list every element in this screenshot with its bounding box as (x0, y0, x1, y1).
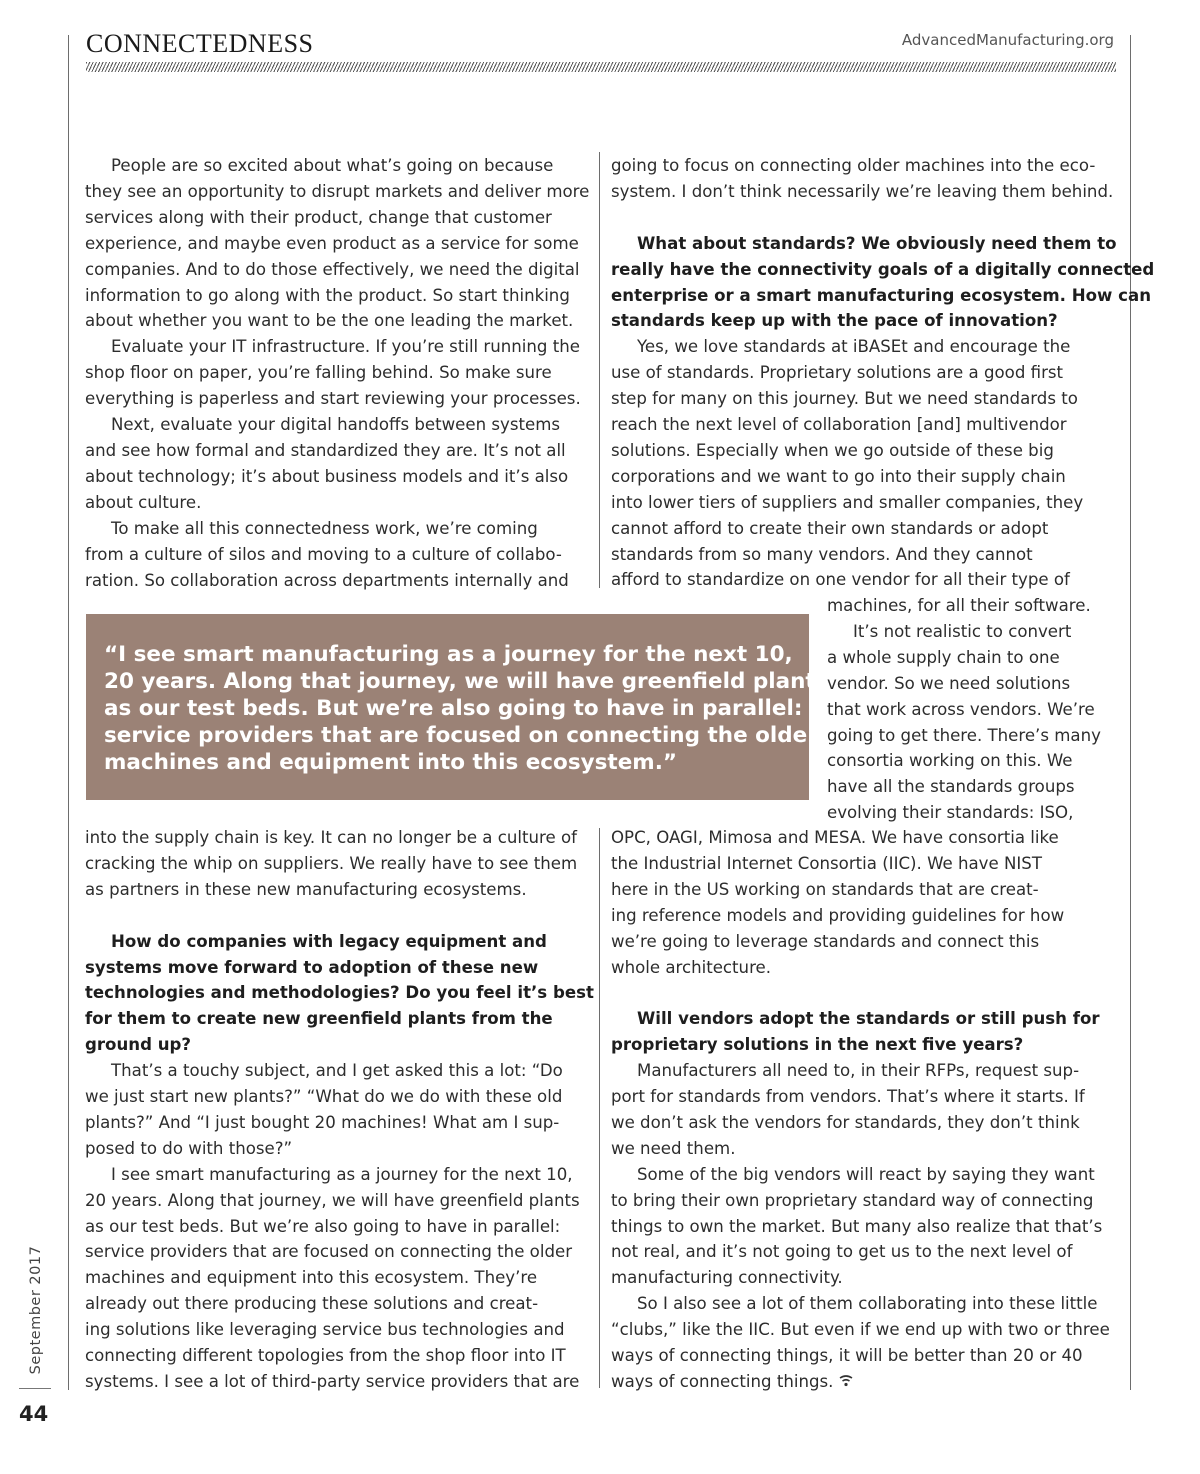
text-line: ground up? (85, 1035, 192, 1055)
text-line: machines and equipment into this ecosystem. They’re (85, 1268, 538, 1288)
text-line: that work across vendors. We’re (827, 699, 1095, 719)
text-line: standards from so many vendors. And they cannot (611, 544, 1033, 564)
text-line: systems. I see a lot of third-party service providers that are (85, 1372, 580, 1392)
text-line: Will vendors adopt the standards or still push for (637, 1009, 1100, 1029)
text-line: use of standards. Proprietary solutions are a good first (611, 363, 1064, 383)
text-line: everything is paperless and start reviewing your processes. (85, 389, 581, 409)
text-line: step for many on this journey. But we need standards to (611, 389, 1078, 409)
text-line: as our test beds. But we’re also going to have in parallel: (85, 1216, 561, 1236)
text-line: whole architecture. (611, 957, 772, 977)
column-divider-top (599, 152, 600, 588)
text-line: information to go along with the product. So start thinking (85, 285, 570, 305)
text-line: manufacturing connectivity. (611, 1268, 843, 1288)
text-line: we don’t ask the vendors for standards, they don’t think (611, 1112, 1080, 1132)
text-line: system. I don’t think necessarily we’re leaving them behind. (611, 181, 1114, 201)
header-hatch-rule (86, 62, 1116, 72)
text-line: consortia working on this. We (827, 751, 1073, 771)
text-line: That’s a touchy subject, and I get asked this a lot: “Do (111, 1061, 563, 1081)
end-mark-icon (833, 1372, 853, 1391)
text-line: I see smart manufacturing as a journey for the next 10, (111, 1164, 573, 1184)
text-line: we just start new plants?” “What do we do with these old (85, 1087, 563, 1107)
text-line: afford to standardize on one vendor for all their type of (611, 570, 1070, 590)
text-line: “clubs,” like the IIC. But even if we end up with two or three (611, 1320, 1110, 1340)
text-line: a whole supply chain to one (827, 647, 1060, 667)
right-column-wrap (827, 593, 1101, 826)
text-line: ways of connecting things. (611, 1369, 1110, 1395)
text-line: ing solutions like leveraging service bus technologies and (85, 1320, 565, 1340)
left-column-bottom (85, 825, 594, 1395)
text-line: have all the standards groups (827, 777, 1075, 797)
text-line: not real, and it’s not going to get us to the next level of (611, 1242, 1073, 1262)
text-line: going to focus on connecting older machines into the eco- (611, 156, 1096, 175)
text-line: about culture. (85, 492, 202, 512)
text-line: as partners in these new manufacturing ecosystems. (85, 879, 527, 899)
text-line: the Industrial Internet Consortia (IIC). We have NIST (611, 853, 1042, 873)
text-line: they see an opportunity to disrupt markets and deliver more (85, 181, 590, 201)
text-line: Evaluate your IT infrastructure. If you’re still running the (111, 337, 580, 357)
text-line: we need them. (611, 1138, 736, 1158)
text-line: vendor. So we need solutions (827, 673, 1071, 693)
text-line: Yes, we love standards at iBASEt and encourage the (637, 337, 1071, 357)
pull-quote-line: service providers that are focused on connecting the older (104, 723, 818, 748)
text-line: systems move forward to adoption of these new (85, 957, 539, 977)
text-line: service providers that are focused on connecting the older (85, 1242, 573, 1262)
issue-date: September 2017 (28, 1245, 44, 1375)
text-line: for them to create new greenfield plants from the (85, 1009, 553, 1029)
text-line: and see how formal and standardized they are. It’s not all (85, 440, 566, 460)
text-line: things to own the market. But many also realize that that’s (611, 1216, 1103, 1236)
text-line: plants?” And “I just bought 20 machines! What am I sup- (85, 1112, 560, 1132)
pull-quote-line: “I see smart manufacturing as a journey for the next 10, (104, 642, 793, 667)
section-title: CONNECTEDNESS (86, 29, 314, 58)
right-column-top (611, 153, 1154, 593)
left-column-top (85, 153, 589, 593)
text-line: enterprise or a smart manufacturing ecosystem. How can (611, 285, 1152, 305)
text-line: here in the US working on standards that are creat- (611, 879, 1039, 899)
text-line: services along with their product, change that customer (85, 207, 552, 227)
text-line: cracking the whip on suppliers. We really have to see them (85, 853, 578, 873)
text-line: companies. And to do those effectively, we need the digital (85, 259, 580, 279)
text-line: cannot afford to create their own standards or adopt (611, 518, 1049, 538)
text-line: into the supply chain is key. It can no longer be a culture of (85, 828, 577, 847)
text-line: It’s not realistic to convert (853, 621, 1072, 641)
text-line: from a culture of silos and moving to a culture of collabo- (85, 544, 562, 564)
text-line: proprietary solutions in the next five years? (611, 1035, 1024, 1055)
text-line: ing reference models and providing guidelines for how (611, 905, 1065, 925)
text-line: corporations and we want to go into their supply chain (611, 466, 1066, 486)
text-line: What about standards? We obviously need them to (637, 233, 1117, 253)
text-line: solutions. Especially when we go outside of these big (611, 440, 1054, 460)
site-url: AdvancedManufacturing.org (901, 31, 1114, 49)
text-line: about technology; it’s about business models and it’s also (85, 466, 569, 486)
text-line: People are so excited about what’s going on because (111, 156, 554, 175)
text-line: connecting different topologies from the shop floor into IT (85, 1346, 566, 1366)
text-line: ration. So collaboration across departments internally and (85, 570, 569, 590)
text-line: posed to do with those?” (85, 1138, 293, 1158)
text-line: experience, and maybe even product as a service for some (85, 233, 579, 253)
pull-quote (86, 614, 829, 800)
pull-quote-line: machines and equipment into this ecosystem.” (104, 750, 677, 775)
text-line: Some of the big vendors will react by saying they want (637, 1164, 1095, 1184)
column-divider-bottom (599, 828, 600, 1388)
text-line: technologies and methodologies? Do you feel it’s best (85, 983, 594, 1003)
text-line: about whether you want to be the one leading the market. (85, 311, 574, 331)
page-number: 44 (19, 1402, 49, 1426)
text-line: ways of connecting things, it will be better than 20 or 40 (611, 1346, 1083, 1366)
right-column-bottom (611, 825, 1110, 1395)
text-line: already out there producing these solutions and creat- (85, 1294, 539, 1314)
text-line: evolving their standards: ISO, (827, 803, 1074, 823)
text-line: going to get there. There’s many (827, 725, 1101, 745)
text-line (611, 205, 1154, 231)
text-line: reach the next level of collaboration [and] multivendor (611, 415, 1067, 435)
text-line: we’re going to leverage standards and connect this (611, 931, 1040, 951)
text-line: Manufacturers all need to, in their RFPs, request sup- (637, 1061, 1080, 1081)
pull-quote-line: 20 years. Along that journey, we will have greenfield plants (104, 669, 829, 694)
text-line: How do companies with legacy equipment and (111, 931, 547, 951)
text-line: machines, for all their software. (827, 596, 1091, 615)
pull-quote-line: as our test beds. But we’re also going to have in parallel: (104, 696, 803, 721)
text-line: OPC, OAGI, Mimosa and MESA. We have consortia like (611, 828, 1059, 847)
text-line: standards keep up with the pace of innovation? (611, 311, 1058, 331)
text-line: shop floor on paper, you’re falling behind. So make sure (85, 363, 552, 383)
text-line: really have the connectivity goals of a digitally connected (611, 259, 1155, 279)
left-margin-rule (68, 35, 69, 1390)
text-line: into lower tiers of suppliers and smaller companies, they (611, 492, 1084, 512)
text-line: So I also see a lot of them collaborating into these little (637, 1294, 1098, 1314)
text-line: Next, evaluate your digital handoffs between systems (111, 415, 561, 435)
text-line (611, 980, 1110, 1006)
text-line (85, 903, 594, 929)
text-line: To make all this connectedness work, we’re coming (111, 518, 538, 538)
text-line: 20 years. Along that journey, we will have greenfield plants (85, 1190, 580, 1210)
page-number-rule (19, 1388, 51, 1389)
text-line: to bring their own proprietary standard way of connecting (611, 1190, 1094, 1210)
text-line: port for standards from vendors. That’s where it starts. If (611, 1087, 1085, 1107)
